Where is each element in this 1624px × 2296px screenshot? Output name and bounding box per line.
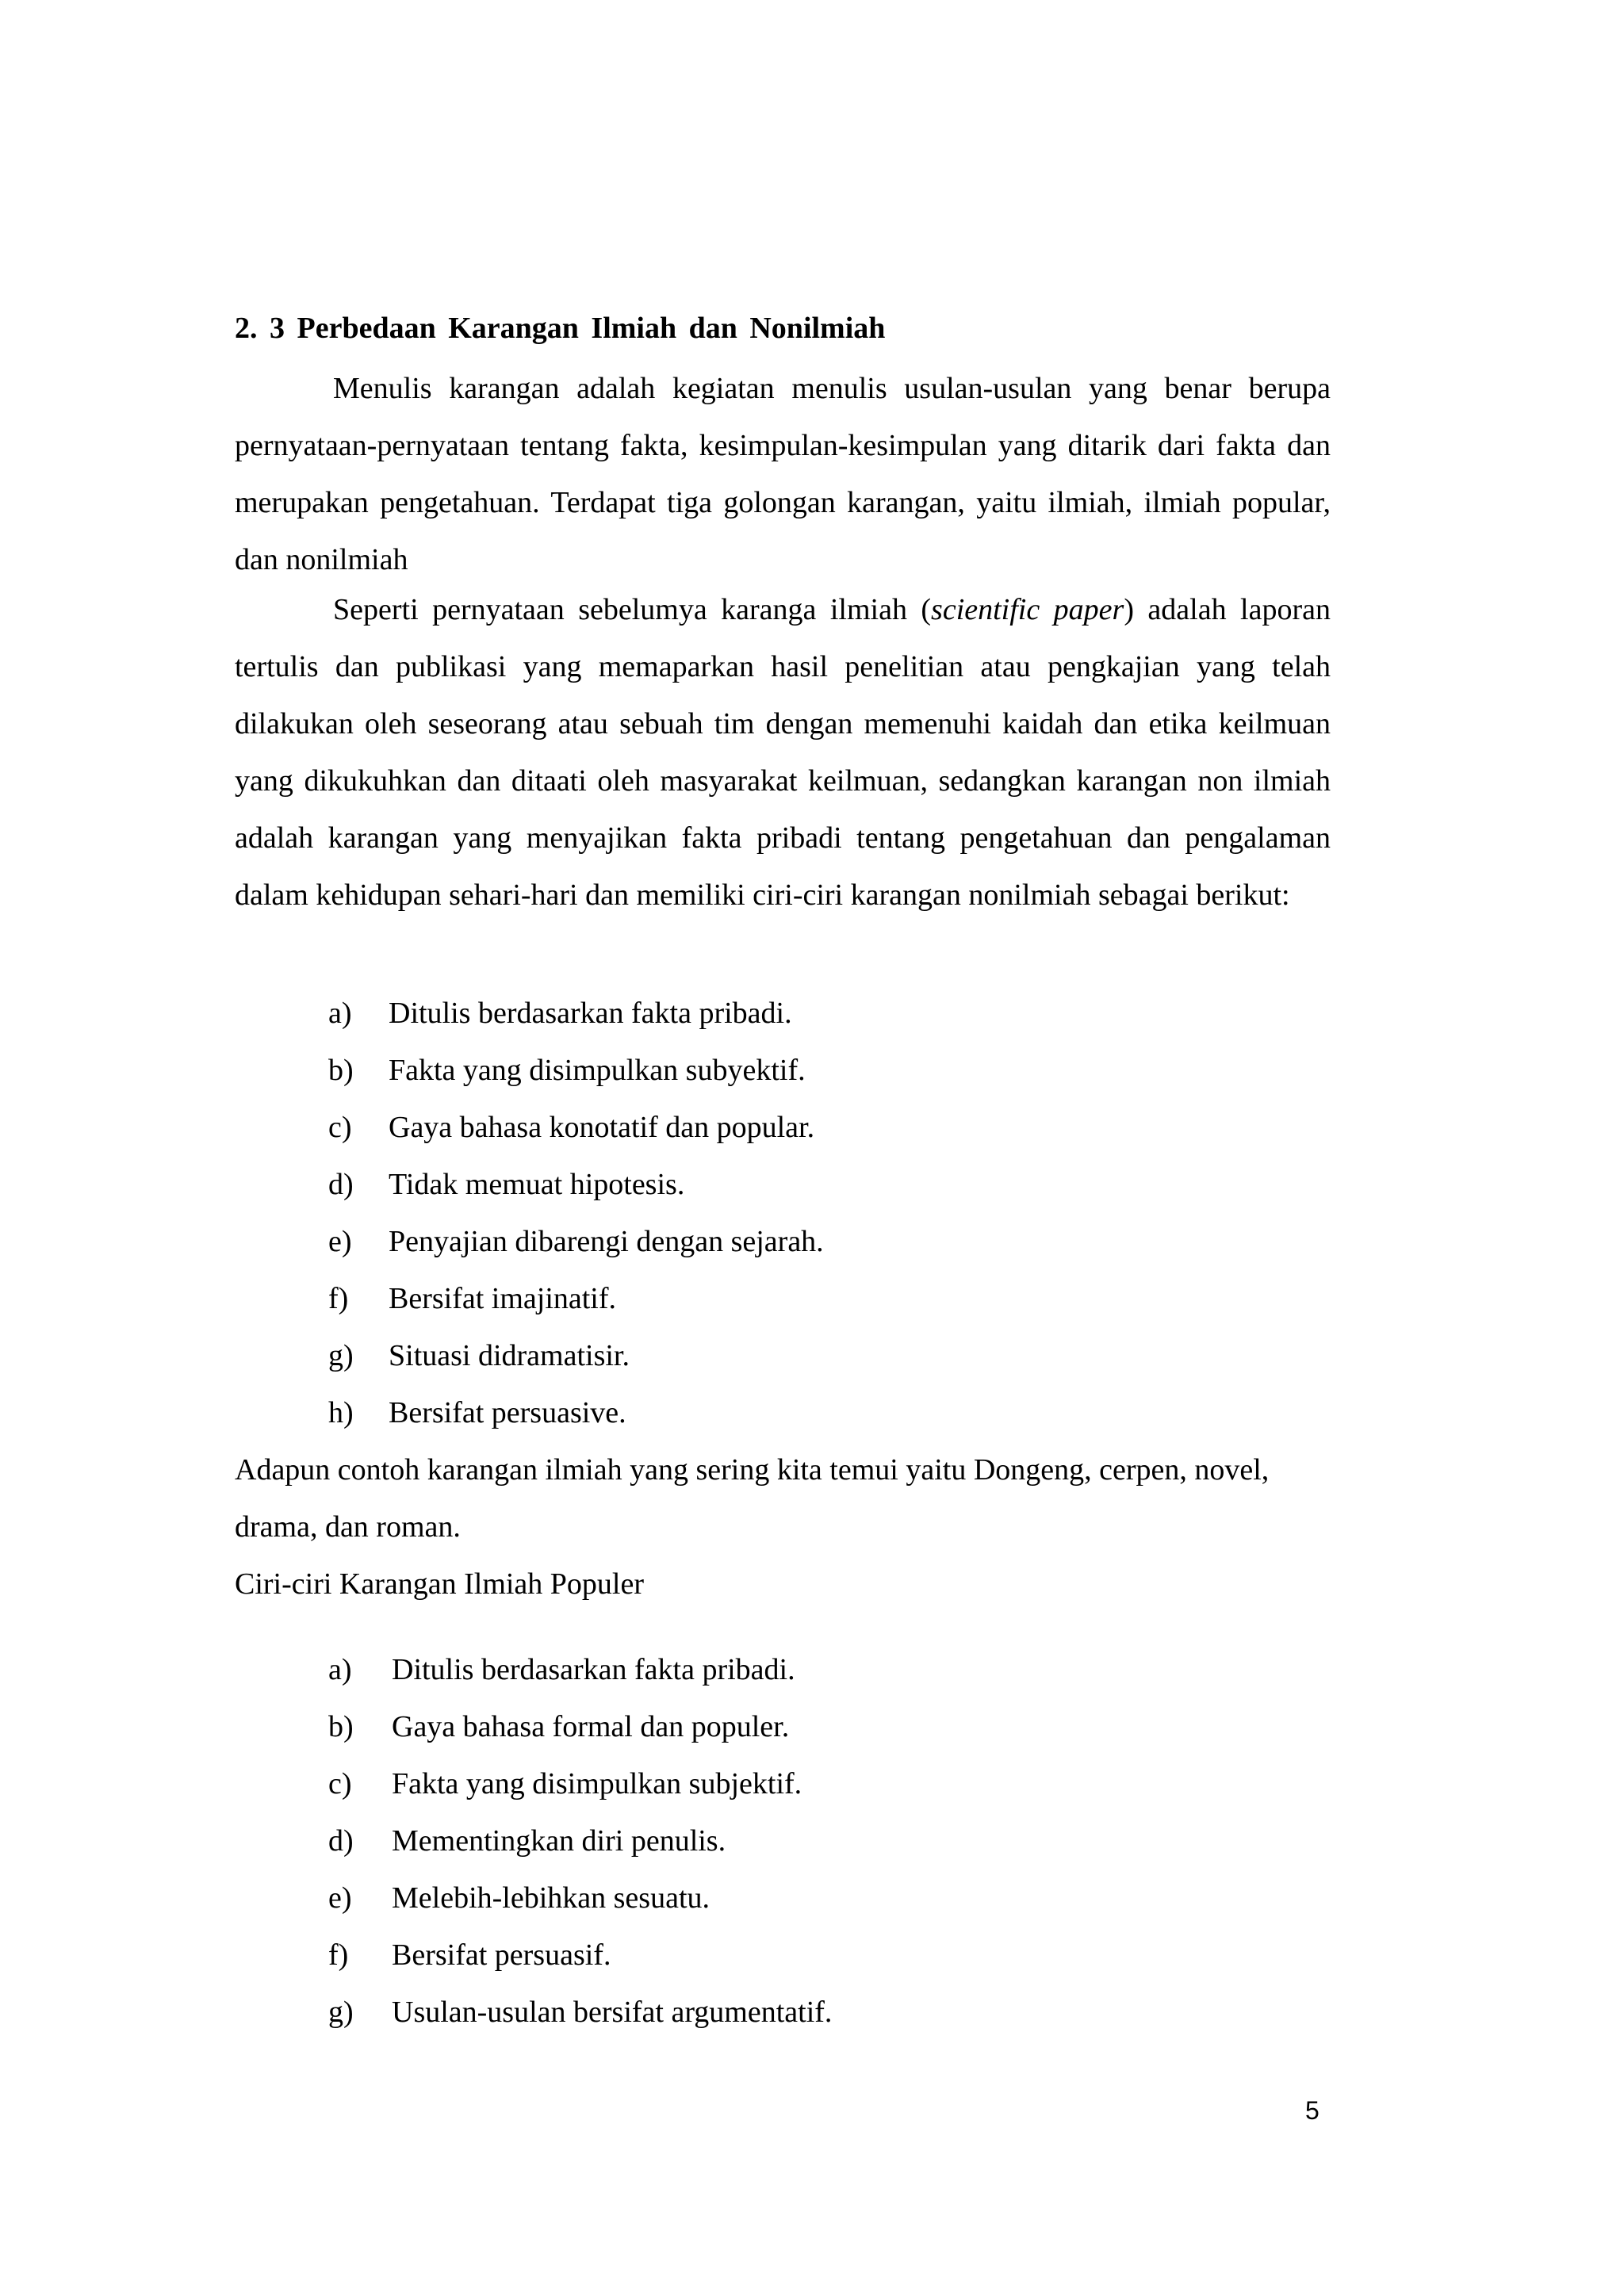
list-marker: c)	[328, 1767, 352, 1800]
list-item	[328, 1327, 824, 1384]
list-item-text: Melebih-lebihkan sesuatu.	[392, 1881, 710, 1915]
list-item	[328, 1099, 824, 1156]
list-item	[328, 1927, 832, 1984]
page-number: 5	[1305, 2096, 1320, 2125]
paragraph-intro-text: Menulis karangan adalah kegiatan menulis usulan-usulan yang benar berupa pernyataan-pernyataan tentang fakta, kesimpulan-kesimpulan yang ditarik dari fakta dan merupakan pengetahuan. Terdapat tiga golongan karangan, yaitu ilmiah, ilmiah popular, dan nonilmiah	[235, 372, 1331, 576]
list-item-text: Tidak memuat hipotesis.	[389, 1168, 685, 1201]
list-marker: b)	[328, 1710, 354, 1743]
list-item	[328, 1812, 832, 1869]
list-marker: d)	[328, 1168, 354, 1201]
list-item	[328, 1270, 824, 1327]
list-item-text: Ditulis berdasarkan fakta pribadi.	[392, 1653, 795, 1686]
list-item	[328, 1984, 832, 2041]
list-item-text: Mementingkan diri penulis.	[392, 1824, 726, 1858]
list-marker: e)	[328, 1881, 352, 1915]
list-item	[328, 985, 824, 1042]
paragraph-examples	[235, 1441, 1331, 1556]
list-item	[328, 1641, 832, 1698]
list-marker: h)	[328, 1396, 354, 1429]
paragraph-definition-text	[235, 581, 1331, 924]
list-item	[328, 1698, 832, 1755]
paragraph-examples-text: Adapun contoh karangan ilmiah yang sering kita temui yaitu Dongeng, cerpen, novel, drama, dan roman.	[235, 1453, 1270, 1544]
paragraph-intro	[235, 360, 1331, 588]
list-item-text: Gaya bahasa formal dan populer.	[392, 1710, 790, 1743]
list-item-text: Usulan-usulan bersifat argumentatif.	[392, 1996, 833, 2029]
list-marker: b)	[328, 1054, 354, 1087]
popular-traits-list	[328, 1641, 832, 2041]
list-marker: a)	[328, 997, 352, 1030]
list-marker: d)	[328, 1824, 354, 1858]
list-item	[328, 1042, 824, 1099]
term-scientific-paper: scientific paper	[931, 593, 1124, 626]
list-marker: c)	[328, 1111, 352, 1144]
paragraph-definition-rest: ) adalah laporan tertulis dan publikasi yang memaparkan hasil penelitian atau pengkajian yang telah dilakukan oleh seseorang atau sebuah tim dengan memenuhi kaidah dan etika keilmuan yang dikukuhkan dan ditaati oleh masyarakat keilmuan, sedangkan karangan non ilmiah adalah karangan yang menyajikan fakta pribadi tentang pengetahuan dan pengalaman dalam kehidupan sehari-hari dan memiliki ciri-ciri karangan nonilmiah sebagai berikut:	[235, 593, 1331, 912]
list-marker: f)	[328, 1938, 349, 1972]
list-marker: g)	[328, 1339, 354, 1372]
list-item-text: Bersifat persuasif.	[392, 1938, 611, 1972]
list-item-text: Fakta yang disimpulkan subjektif.	[392, 1767, 802, 1800]
section-heading: 2. 3 Perbedaan Karangan Ilmiah dan Nonilmiah	[235, 312, 886, 345]
nonscientific-traits-list	[328, 985, 824, 1441]
list-item-text: Bersifat persuasive.	[389, 1396, 626, 1429]
subheading: Ciri-ciri Karangan Ilmiah Populer	[235, 1567, 645, 1601]
list-item-text: Penyajian dibarengi dengan sejarah.	[389, 1225, 824, 1258]
list-item	[328, 1384, 824, 1441]
list-item-text: Situasi didramatisir.	[389, 1339, 630, 1372]
list-marker: a)	[328, 1653, 352, 1686]
list-item	[328, 1869, 832, 1927]
list-item-text: Gaya bahasa konotatif dan popular.	[389, 1111, 815, 1144]
list-marker: g)	[328, 1996, 354, 2029]
list-item-text: Fakta yang disimpulkan subyektif.	[389, 1054, 806, 1087]
list-marker: f)	[328, 1282, 349, 1315]
paragraph-definition-start: Seperti pernyataan sebelumya karanga ilmiah (	[333, 593, 932, 626]
list-item	[328, 1755, 832, 1812]
list-marker: e)	[328, 1225, 352, 1258]
list-item-text: Bersifat imajinatif.	[389, 1282, 617, 1315]
list-item	[328, 1213, 824, 1270]
list-item	[328, 1156, 824, 1213]
paragraph-definition	[235, 581, 1331, 924]
list-item-text: Ditulis berdasarkan fakta pribadi.	[389, 997, 792, 1030]
